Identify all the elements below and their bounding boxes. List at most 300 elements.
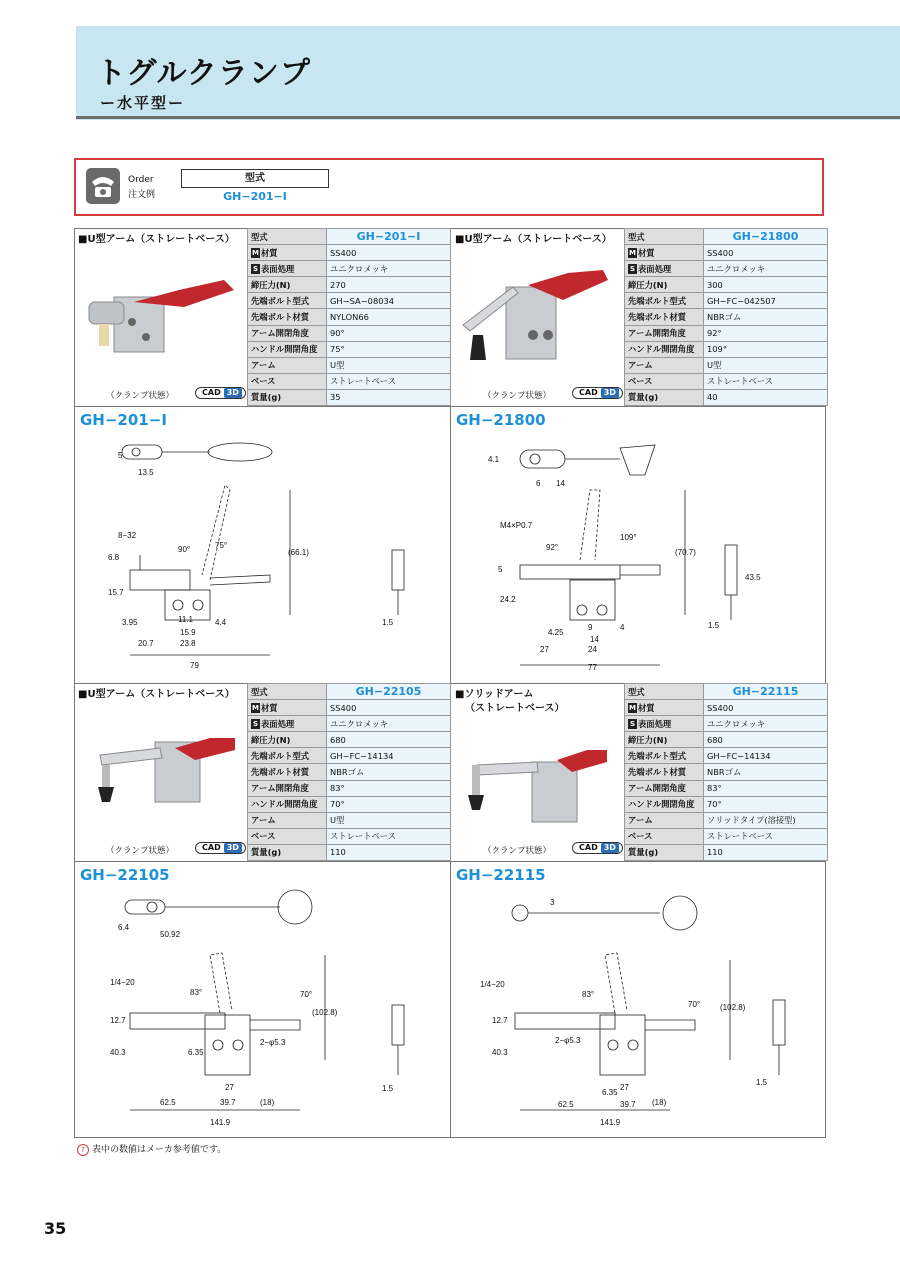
spec-value: GH−SA−08034 [327,293,451,309]
spec-key [248,716,327,732]
dimension-label: 9 [588,623,593,632]
dimension-label: 43.5 [745,573,761,582]
dimension-label: 2−φ5.3 [555,1036,581,1045]
dimension-label: 1.5 [382,618,394,627]
spec-key-text: 質量(g) [628,847,659,858]
spec-row [248,229,451,245]
spec-value: NBRゴム [327,764,451,780]
dimension-label: 2−φ5.3 [260,1038,286,1047]
spec-row [248,732,451,748]
spec-row [625,732,828,748]
spec-key-text: ベース [628,831,653,842]
spec-key-text: ハンドル開閉角度 [628,344,695,355]
spec-value: 75° [327,341,451,357]
dimension-label: 1.5 [756,1078,768,1087]
spec-row [625,716,828,732]
spec-value: NBRゴム [704,309,828,325]
dimension-label: 90° [178,545,191,554]
spec-row [625,309,828,325]
dimension-drawing [100,885,430,1130]
spec-value: GH−FC−14134 [704,748,828,764]
spec-row [248,309,451,325]
dimension-label: 4.4 [215,618,227,627]
spec-key-text: 材質 [261,247,278,258]
spec-key [248,373,327,389]
dimension-label: 1/4−20 [110,978,135,987]
material-mark-icon: M [629,704,636,713]
spec-key [625,309,704,325]
material-mark-icon: M [629,249,636,258]
dimension-label: 24 [588,645,597,654]
spec-key-text: 質量(g) [628,392,659,403]
spec-key [248,341,327,357]
dimension-label: M4×P0.7 [500,521,533,530]
product-title: ■U型アーム（ストレートベース） [78,234,235,245]
material-mark-icon: M [252,704,259,713]
spec-key-text: ベース [628,376,653,387]
order-column-header: 型式 [181,169,329,188]
reference-note [77,1142,226,1156]
spec-key [625,373,704,389]
spec-value: 70° [327,796,451,812]
dimension-drawing [100,430,430,675]
spec-key-text: ハンドル開閉角度 [251,344,318,355]
spec-key-text: 表面処理 [261,718,295,729]
dimension-label: 62.5 [558,1100,574,1109]
spec-value: 35 [327,389,451,405]
dimension-label: 13.5 [138,468,154,477]
spec-key [248,229,327,245]
spec-value: 40 [704,389,828,405]
spec-value: 110 [327,844,451,860]
spec-value: U型 [327,812,451,828]
dimension-label: 1.5 [382,1084,394,1093]
spec-value: 300 [704,277,828,293]
spec-row [625,844,828,860]
spec-value: SS400 [704,700,828,716]
cad-3d-label: 3D [224,843,242,853]
spec-row [625,245,828,261]
cad-label: CAD [202,388,221,397]
spec-value: 83° [704,780,828,796]
spec-key-text: 先端ボルト材質 [251,767,310,778]
spec-key [248,309,327,325]
spec-key [248,796,327,812]
spec-row [248,373,451,389]
spec-key [625,796,704,812]
spec-key-text: 型式 [251,686,268,697]
dimension-label: (18) [260,1098,275,1107]
dimension-label: 40.3 [492,1048,508,1057]
spec-key [625,684,704,700]
spec-key [625,261,704,277]
dimension-label: 24.2 [500,595,516,604]
spec-key-text: 先端ボルト型式 [628,295,687,306]
spec-key-text: 材質 [261,702,278,713]
spec-row [248,844,451,860]
spec-row [625,828,828,844]
spec-row [248,293,451,309]
spec-key [625,764,704,780]
spec-key [625,732,704,748]
spec-key-text: 締圧力(N) [628,279,668,290]
dimension-label: 23.8 [180,639,196,648]
spec-key [248,261,327,277]
spec-key [248,325,327,341]
spec-value: 110 [704,844,828,860]
spec-key [248,844,327,860]
spec-row [625,293,828,309]
spec-key-text: 先端ボルト材質 [628,312,687,323]
spec-row [625,796,828,812]
surface-mark-icon: S [629,265,636,274]
spec-table [247,683,451,861]
spec-row [625,325,828,341]
spec-value: GH−FC−042507 [704,293,828,309]
spec-key-text: 先端ボルト型式 [251,295,310,306]
drawing-title: GH−21800 [456,411,546,429]
spec-value: 270 [327,277,451,293]
spec-key [625,716,704,732]
dimension-label: (102.8) [720,1003,746,1012]
dimension-label: 77 [588,663,597,672]
dimension-label: 8−32 [118,531,137,540]
spec-key-text: アーム開閉角度 [251,328,309,339]
dimension-label: 1/4−20 [480,980,505,989]
drawing-title: GH−22105 [80,866,170,884]
order-example-box [74,158,824,216]
product-title: ■U型アーム（ストレートベース） [455,234,612,245]
spec-key [625,812,704,828]
page-title: トグルクランプ [96,56,311,91]
cad-3d-badge[interactable] [572,842,623,854]
dimension-label: 6 [536,479,541,488]
info-icon: ? [77,1144,89,1156]
spec-key [625,357,704,373]
spec-key [625,780,704,796]
spec-key [248,293,327,309]
spec-key-text: 質量(g) [251,847,282,858]
spec-row [248,748,451,764]
spec-key-text: 締圧力(N) [251,279,291,290]
spec-value: 109° [704,341,828,357]
spec-value: ユニクロメッキ [327,716,451,732]
dimension-label: 15.9 [180,628,196,637]
spec-key-text: 質量(g) [251,392,282,403]
spec-value: GH−FC−14134 [327,748,451,764]
cad-label: CAD [202,843,221,852]
spec-key-text: ベース [251,376,276,387]
cad-3d-label: 3D [224,388,242,398]
product-title-line2: （ストレートベース） [465,703,565,714]
spec-value: U型 [704,357,828,373]
spec-row [625,389,828,405]
product-photo-clamp [462,740,612,830]
spec-row [248,341,451,357]
spec-row [248,261,451,277]
spec-key [248,812,327,828]
order-label-en: Order [128,175,154,185]
spec-value: 92° [704,325,828,341]
dimension-label: (18) [652,1098,667,1107]
spec-key [248,764,327,780]
spec-key [248,700,327,716]
spec-row [248,812,451,828]
spec-value: 680 [704,732,828,748]
spec-key-text: 先端ボルト型式 [628,750,687,761]
spec-key-text: アーム開閉角度 [251,783,309,794]
dimension-label: 27 [540,645,549,654]
spec-table [624,683,828,861]
dimension-label: 12.7 [492,1016,508,1025]
dimension-label: 109° [620,533,637,542]
spec-key [625,277,704,293]
dimension-label: 92° [546,543,559,552]
photo-caption: （クランプ状態） [106,391,175,401]
spec-value: ストレートベース [704,828,828,844]
page-number: 35 [44,1219,67,1238]
dimension-label: 14 [556,479,565,488]
spec-key-text: 先端ボルト型式 [251,750,310,761]
order-value: GH−201−I [223,190,287,203]
spec-key-text: ベース [251,831,276,842]
spec-row [625,341,828,357]
spec-key-text: アーム [251,815,276,826]
dimension-drawing [470,885,810,1130]
spec-value: SS400 [327,700,451,716]
model-number: GH−22115 [704,684,828,700]
spec-value: 680 [327,732,451,748]
surface-mark-icon: S [252,720,259,729]
dimension-label: 5 [118,451,123,460]
order-label-jp: 注文例 [128,190,156,200]
spec-key [625,229,704,245]
product-photo-clamp [458,265,618,375]
spec-row [248,764,451,780]
dimension-label: 4 [620,623,625,632]
spec-key-text: ハンドル開閉角度 [628,799,695,810]
spec-table [247,228,451,406]
spec-row [625,764,828,780]
model-number: GH−21800 [704,229,828,245]
drawing-title: GH−201−I [80,411,167,429]
drawing-title: GH−22115 [456,866,546,884]
spec-value: 83° [327,780,451,796]
spec-key [248,748,327,764]
spec-key-text: 表面処理 [638,718,672,729]
spec-key [625,293,704,309]
spec-key-text: アーム開閉角度 [628,783,686,794]
photo-caption: （クランプ状態） [483,846,552,856]
spec-key-text: アーム開閉角度 [628,328,686,339]
cad-3d-badge[interactable] [195,387,246,399]
spec-key [248,277,327,293]
spec-row [625,812,828,828]
dimension-label: 39.7 [620,1100,636,1109]
spec-value: ソリッドタイプ(溶接型) [704,812,828,828]
spec-row [248,700,451,716]
spec-value: ストレートベース [327,828,451,844]
product-title-line1: ■ソリッドアーム [455,689,534,700]
spec-key-text: 締圧力(N) [628,734,668,745]
spec-value: 90° [327,325,451,341]
spec-key-text: 材質 [638,247,655,258]
dimension-label: 27 [620,1083,629,1092]
dimension-label: 4.1 [488,455,500,464]
spec-value: ユニクロメッキ [704,716,828,732]
dimension-label: 4.25 [548,628,564,637]
photo-caption: （クランプ状態） [483,391,552,401]
spec-row [248,357,451,373]
dimension-label: 11.1 [178,615,193,624]
spec-key [625,245,704,261]
spec-value: NYLON66 [327,309,451,325]
dimension-label: 3 [550,898,555,907]
dimension-label: 27 [225,1083,234,1092]
product-title: ■U型アーム（ストレートベース） [78,689,235,700]
dimension-label: 14 [590,635,599,644]
spec-value: ストレートベース [704,373,828,389]
surface-mark-icon: S [252,265,259,274]
page-subtitle: ー水平型ー [100,94,186,112]
spec-key-text: 型式 [251,231,268,242]
spec-row [248,828,451,844]
row-divider-3 [74,861,826,862]
spec-row [625,229,828,245]
product-title [455,688,565,716]
spec-key-text: 型式 [628,686,645,697]
spec-key [248,357,327,373]
dimension-label: (102.8) [312,1008,338,1017]
cad-label: CAD [579,843,598,852]
spec-key-text: アーム [251,360,276,371]
dimension-label: 6.35 [188,1048,204,1057]
surface-mark-icon: S [629,720,636,729]
dimension-label: 1.5 [708,621,720,630]
spec-key-text: 締圧力(N) [251,734,291,745]
spec-key [625,341,704,357]
spec-key-text: アーム [628,360,653,371]
spec-key-text: 表面処理 [261,263,295,274]
spec-key-text: アーム [628,815,653,826]
spec-value: SS400 [704,245,828,261]
dimension-label: 20.7 [138,639,154,648]
spec-row [248,684,451,700]
spec-value: U型 [327,357,451,373]
spec-row [248,796,451,812]
spec-row [625,373,828,389]
spec-row [625,357,828,373]
cad-3d-label: 3D [601,843,619,853]
spec-value: SS400 [327,245,451,261]
spec-row [625,780,828,796]
dimension-label: 39.7 [220,1098,236,1107]
spec-row [248,780,451,796]
spec-value: ユニクロメッキ [327,261,451,277]
spec-key [625,828,704,844]
product-photo-clamp [90,720,240,810]
photo-caption: （クランプ状態） [106,846,175,856]
product-photo-clamp [84,262,244,362]
material-mark-icon: M [252,249,259,258]
spec-row [248,389,451,405]
spec-row [248,245,451,261]
spec-row [248,325,451,341]
spec-key [625,748,704,764]
spec-key-text: 型式 [628,231,645,242]
spec-value: 70° [704,796,828,812]
spec-row [625,277,828,293]
spec-table [624,228,828,406]
spec-value: ストレートベース [327,373,451,389]
cad-label: CAD [579,388,598,397]
dimension-drawing [470,430,810,675]
cad-3d-badge[interactable] [195,842,246,854]
spec-key [625,389,704,405]
dimension-label: 40.3 [110,1048,126,1057]
spec-key [248,684,327,700]
model-number: GH−201−I [327,229,451,245]
note-text: 表中の数値はメーカ参考値です。 [92,1145,227,1155]
row-divider-1 [74,406,826,407]
spec-row [248,716,451,732]
dimension-label: 12.7 [110,1016,126,1025]
spec-key-text: 先端ボルト材質 [628,767,687,778]
spec-key [625,844,704,860]
spec-key [248,828,327,844]
dimension-label: 83° [582,990,595,999]
phone-order-icon [86,168,120,204]
dimension-label: 5 [498,565,503,574]
spec-key [248,389,327,405]
dimension-label: 6.35 [602,1088,618,1097]
dimension-label: (70.7) [675,548,696,557]
model-number: GH−22105 [327,684,451,700]
dimension-label: 6.8 [108,553,120,562]
spec-key [248,245,327,261]
dimension-label: 141.9 [210,1118,231,1127]
dimension-label: 50.92 [160,930,181,939]
spec-row [248,277,451,293]
dimension-label: 6.4 [118,923,130,932]
dimension-label: 62.5 [160,1098,176,1107]
dimension-label: 141.9 [600,1118,621,1127]
dimension-label: 15.7 [108,588,124,597]
spec-row [625,748,828,764]
spec-key [248,732,327,748]
spec-value: NBRゴム [704,764,828,780]
spec-key [625,700,704,716]
spec-key-text: 先端ボルト材質 [251,312,310,323]
spec-value: ユニクロメッキ [704,261,828,277]
spec-key-text: 表面処理 [638,263,672,274]
spec-key-text: 材質 [638,702,655,713]
dimension-label: 79 [190,661,199,670]
header-underline [76,116,900,119]
cad-3d-label: 3D [601,388,619,398]
spec-row [625,684,828,700]
dimension-label: 70° [688,1000,701,1009]
spec-key [625,325,704,341]
spec-key [248,780,327,796]
spec-key-text: ハンドル開閉角度 [251,799,318,810]
spec-row [625,261,828,277]
dimension-label: (66.1) [288,548,309,557]
dimension-label: 75° [215,541,228,550]
dimension-label: 70° [300,990,313,999]
cad-3d-badge[interactable] [572,387,623,399]
dimension-label: 3.95 [122,618,138,627]
